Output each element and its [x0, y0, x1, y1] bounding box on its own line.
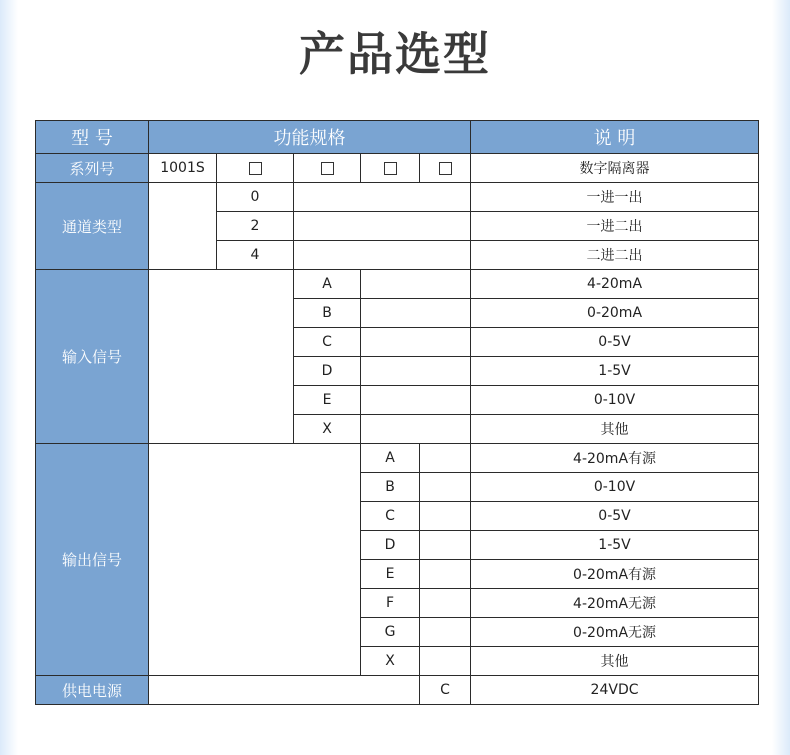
channel-type-blank [294, 241, 471, 270]
input-signal-blank [361, 357, 471, 386]
input-signal-row [36, 270, 759, 299]
output-signal-code: E [361, 560, 420, 589]
channel-type-row [36, 183, 759, 212]
output-signal-row [36, 444, 759, 473]
input-signal-blank [361, 328, 471, 357]
output-signal-description: 其他 [471, 647, 759, 676]
channel-type-blank [294, 212, 471, 241]
power-supply-label: 供电电源 [36, 676, 149, 705]
output-signal-blank [420, 473, 471, 502]
header-function-spec: 功能规格 [149, 121, 471, 154]
input-signal-blank [361, 299, 471, 328]
output-signal-code: G [361, 618, 420, 647]
channel-type-description: 一进二出 [471, 212, 759, 241]
power-supply-code: C [420, 676, 471, 705]
output-signal-code: D [361, 531, 420, 560]
input-signal-code: X [294, 415, 361, 444]
input-signal-description: 0-20mA [471, 299, 759, 328]
output-signal-description: 0-20mA无源 [471, 618, 759, 647]
series-description: 数字隔离器 [471, 154, 759, 183]
output-signal-code: B [361, 473, 420, 502]
power-supply-spacer [149, 676, 420, 705]
input-signal-description: 0-10V [471, 386, 759, 415]
input-signal-description: 1-5V [471, 357, 759, 386]
input-signal-code: B [294, 299, 361, 328]
input-signal-blank [361, 386, 471, 415]
table-header-row [36, 121, 759, 154]
empty-square-icon [384, 162, 397, 175]
input-signal-spacer [149, 270, 294, 444]
empty-square-icon [249, 162, 262, 175]
input-signal-code: A [294, 270, 361, 299]
output-signal-blank [420, 647, 471, 676]
input-signal-description: 4-20mA [471, 270, 759, 299]
power-supply-description: 24VDC [471, 676, 759, 705]
channel-type-spacer [149, 183, 217, 270]
channel-type-description: 二进二出 [471, 241, 759, 270]
output-signal-blank [420, 444, 471, 473]
channel-type-code: 2 [217, 212, 294, 241]
output-signal-description: 4-20mA无源 [471, 589, 759, 618]
output-signal-blank [420, 560, 471, 589]
output-slot-box [361, 154, 420, 183]
output-signal-description: 0-10V [471, 473, 759, 502]
channel-type-code: 0 [217, 183, 294, 212]
output-signal-blank [420, 531, 471, 560]
power-slot-box [420, 154, 471, 183]
output-signal-spacer [149, 444, 361, 676]
output-signal-description: 0-20mA有源 [471, 560, 759, 589]
product-selection-table [35, 120, 759, 705]
channel-type-blank [294, 183, 471, 212]
output-signal-blank [420, 502, 471, 531]
input-signal-label: 输入信号 [36, 270, 149, 444]
input-signal-code: D [294, 357, 361, 386]
output-signal-code: C [361, 502, 420, 531]
output-signal-code: A [361, 444, 420, 473]
channel-type-description: 一进一出 [471, 183, 759, 212]
page-title: 产品选型 [299, 27, 491, 81]
header-model: 型 号 [36, 121, 149, 154]
series-code: 1001S [149, 154, 217, 183]
channel-type-label: 通道类型 [36, 183, 149, 270]
page-edge-right [772, 0, 790, 755]
input-signal-description: 0-5V [471, 328, 759, 357]
series-row [36, 154, 759, 183]
output-signal-code: X [361, 647, 420, 676]
input-signal-code: C [294, 328, 361, 357]
output-signal-blank [420, 618, 471, 647]
series-label: 系列号 [36, 154, 149, 183]
page-edge-left [0, 0, 18, 755]
empty-square-icon [439, 162, 452, 175]
output-signal-description: 1-5V [471, 531, 759, 560]
empty-square-icon [321, 162, 334, 175]
output-signal-description: 0-5V [471, 502, 759, 531]
input-signal-description: 其他 [471, 415, 759, 444]
power-supply-row [36, 676, 759, 705]
input-signal-code: E [294, 386, 361, 415]
input-signal-blank [361, 270, 471, 299]
channel-type-code: 4 [217, 241, 294, 270]
output-signal-code: F [361, 589, 420, 618]
output-signal-label: 输出信号 [36, 444, 149, 676]
input-signal-blank [361, 415, 471, 444]
input-slot-box [294, 154, 361, 183]
header-description: 说 明 [471, 121, 759, 154]
channel-slot-box [217, 154, 294, 183]
output-signal-description: 4-20mA有源 [471, 444, 759, 473]
output-signal-blank [420, 589, 471, 618]
